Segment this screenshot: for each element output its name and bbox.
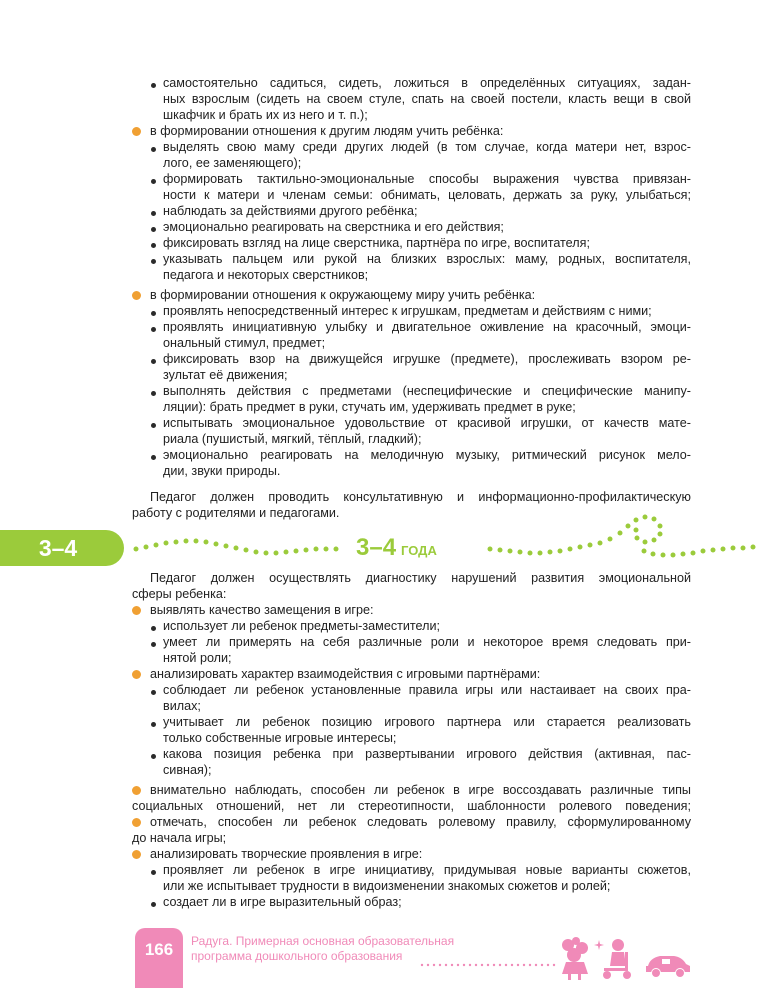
list-bullet	[151, 423, 156, 428]
list-line: вилах;	[163, 699, 201, 713]
list-line: риала (пушистый, мягкий, тёплый, гладкий);	[163, 432, 422, 446]
footer-dotted-line	[420, 962, 560, 968]
list-line: проявлять инициативную улыбку и двигательное оживление на красочный, эмоци-	[163, 320, 691, 334]
list-line: выделять свою маму среди других людей (в том случае, когда матери нет, взрос-	[163, 140, 691, 154]
section-bullet	[132, 850, 141, 859]
paragraph-line: Педагог должен осуществлять диагностику нарушений развития эмоциональной	[150, 571, 691, 585]
list-bullet	[151, 690, 156, 695]
list-line: или же испытывает трудности в видоизменении знакомых сюжетов и ролей;	[163, 879, 611, 893]
list-line: умеет ли примерять на себя различные роли и некоторое время следовать при-	[163, 635, 691, 649]
list-line: создает ли в игре выразительный образ;	[163, 895, 402, 909]
list-line: ных взрослым (сидеть на своем стуле, спать на своей постели, класть вещи в свой	[163, 92, 691, 106]
list-bullet	[151, 211, 156, 216]
page-number: 166	[144, 940, 174, 959]
section-title	[356, 533, 437, 566]
list-bullet	[151, 83, 156, 88]
list-bullet	[151, 243, 156, 248]
list-line: какова позиция ребенка при развертывании игрового действия (активная, пас-	[163, 747, 691, 761]
list-line: выполнять действия с предметами (неспецифические и специфические манипу-	[163, 384, 691, 398]
list-line: педагога и некоторых сверстников;	[163, 268, 369, 282]
list-line: фиксировать взор на движущейся игрушке (предмете), прослеживать взором ре-	[163, 352, 691, 366]
list-bullet	[151, 391, 156, 396]
list-line: выявлять качество замещения в игре:	[150, 603, 374, 617]
paragraph-line: работу с родителями и педагогами.	[132, 506, 340, 520]
list-line: только собственные игровые интересы;	[163, 731, 397, 745]
list-line: лого, ее заменяющего);	[163, 156, 302, 170]
footer-title-line: программа дошкольного образования	[191, 949, 403, 963]
list-bullet	[151, 870, 156, 875]
list-line: указывать пальцем или рукой на близких взрослых: маму, родных, воспитателя,	[163, 252, 691, 266]
list-bullet	[151, 455, 156, 460]
girl-illustration-icon	[556, 936, 596, 980]
list-line: ляции): брать предмет в руки, стучать им, удерживать предмет в руке;	[163, 400, 576, 414]
list-line: ональный стимул, предмет;	[163, 336, 326, 350]
section-title-suffix: ГОДА	[401, 543, 437, 558]
list-line: самостоятельно садиться, сидеть, ложиться в определённых ситуациях, задан-	[163, 76, 691, 90]
list-bullet	[151, 642, 156, 647]
section-title-age: 3–4	[356, 534, 397, 561]
toy-car-icon	[644, 948, 692, 980]
list-bullet	[151, 311, 156, 316]
list-bullet	[151, 359, 156, 364]
list-line: использует ли ребенок предметы-заместители;	[163, 619, 441, 633]
footer-title	[191, 934, 454, 964]
list-line: эмоционально реагировать на мелодичную музыку, ритмический рисунок мело-	[163, 448, 691, 462]
list-line: зультат её движения;	[163, 368, 288, 382]
section-bullet	[132, 786, 141, 795]
paragraph-line: сферы ребенка:	[132, 587, 227, 601]
section-bullet	[132, 291, 141, 300]
list-bullet	[151, 327, 156, 332]
list-line: формировать тактильно-эмоциональные способы выражения чувства привязан-	[163, 172, 691, 186]
list-line: соблюдает ли ребенок установленные правила игры или настаивает на своих пра-	[163, 683, 691, 697]
paragraph-line: Педагог должен проводить консультативную и информационно-профилактическую	[150, 490, 691, 504]
list-line: анализировать творческие проявления в игре:	[150, 847, 423, 861]
list-bullet	[151, 259, 156, 264]
list-line: шкафчик и брать их из него и т. п.);	[163, 108, 368, 122]
list-line: внимательно наблюдать, способен ли ребенок в игре воссоздавать различные типы	[150, 783, 691, 797]
list-line: в формировании отношения к окружающему миру учить ребёнка:	[150, 288, 536, 302]
list-line: эмоционально реагировать на сверстника и его действия;	[163, 220, 504, 234]
footer-title-line: Радуга. Примерная основная образовательная	[191, 934, 455, 948]
list-line: проявлять непосредственный интерес к игрушкам, предметам и действиям с ними;	[163, 304, 652, 318]
scooter-kid-icon	[600, 938, 636, 980]
list-bullet	[151, 179, 156, 184]
list-bullet	[151, 626, 156, 631]
list-bullet	[151, 722, 156, 727]
list-line: наблюдать за действиями другого ребёнка;	[163, 204, 418, 218]
age-tab-label: 3–4	[38, 535, 78, 561]
section-bullet	[132, 127, 141, 136]
list-bullet	[151, 902, 156, 907]
list-line: сивная);	[163, 763, 212, 777]
list-line: ности к матери и членам семьи: обнимать, целовать, держать за руку, улыбаться;	[163, 188, 691, 202]
list-line: испытывать эмоциональное удовольствие от красивой игрушки, от качеств мате-	[163, 416, 691, 430]
list-line: социальных отношений, нет ли стереотипности, шаблонности ролевого поведения;	[132, 799, 691, 813]
list-bullet	[151, 754, 156, 759]
list-line: фиксировать взгляд на лице сверстника, партнёра по игре, воспитателя;	[163, 236, 590, 250]
list-line: учитывает ли ребенок позицию игрового партнера или старается реализовать	[163, 715, 691, 729]
list-line: дии, звуки природы.	[163, 464, 281, 478]
list-line: проявляет ли ребенок в игре инициативу, придумывая новые варианты сюжетов,	[163, 863, 691, 877]
list-line: до начала игры;	[132, 831, 227, 845]
list-line: в формировании отношения к другим людям учить ребёнка:	[150, 124, 504, 138]
list-bullet	[151, 147, 156, 152]
list-bullet	[151, 227, 156, 232]
list-line: анализировать характер взаимодействия с игровыми партнёрами:	[150, 667, 541, 681]
list-line: нятой роли;	[163, 651, 232, 665]
section-bullet	[132, 818, 141, 827]
section-bullet	[132, 670, 141, 679]
list-line: отмечать, способен ли ребенок следовать ролевому правилу, сформулированному	[150, 815, 691, 829]
section-bullet	[132, 606, 141, 615]
